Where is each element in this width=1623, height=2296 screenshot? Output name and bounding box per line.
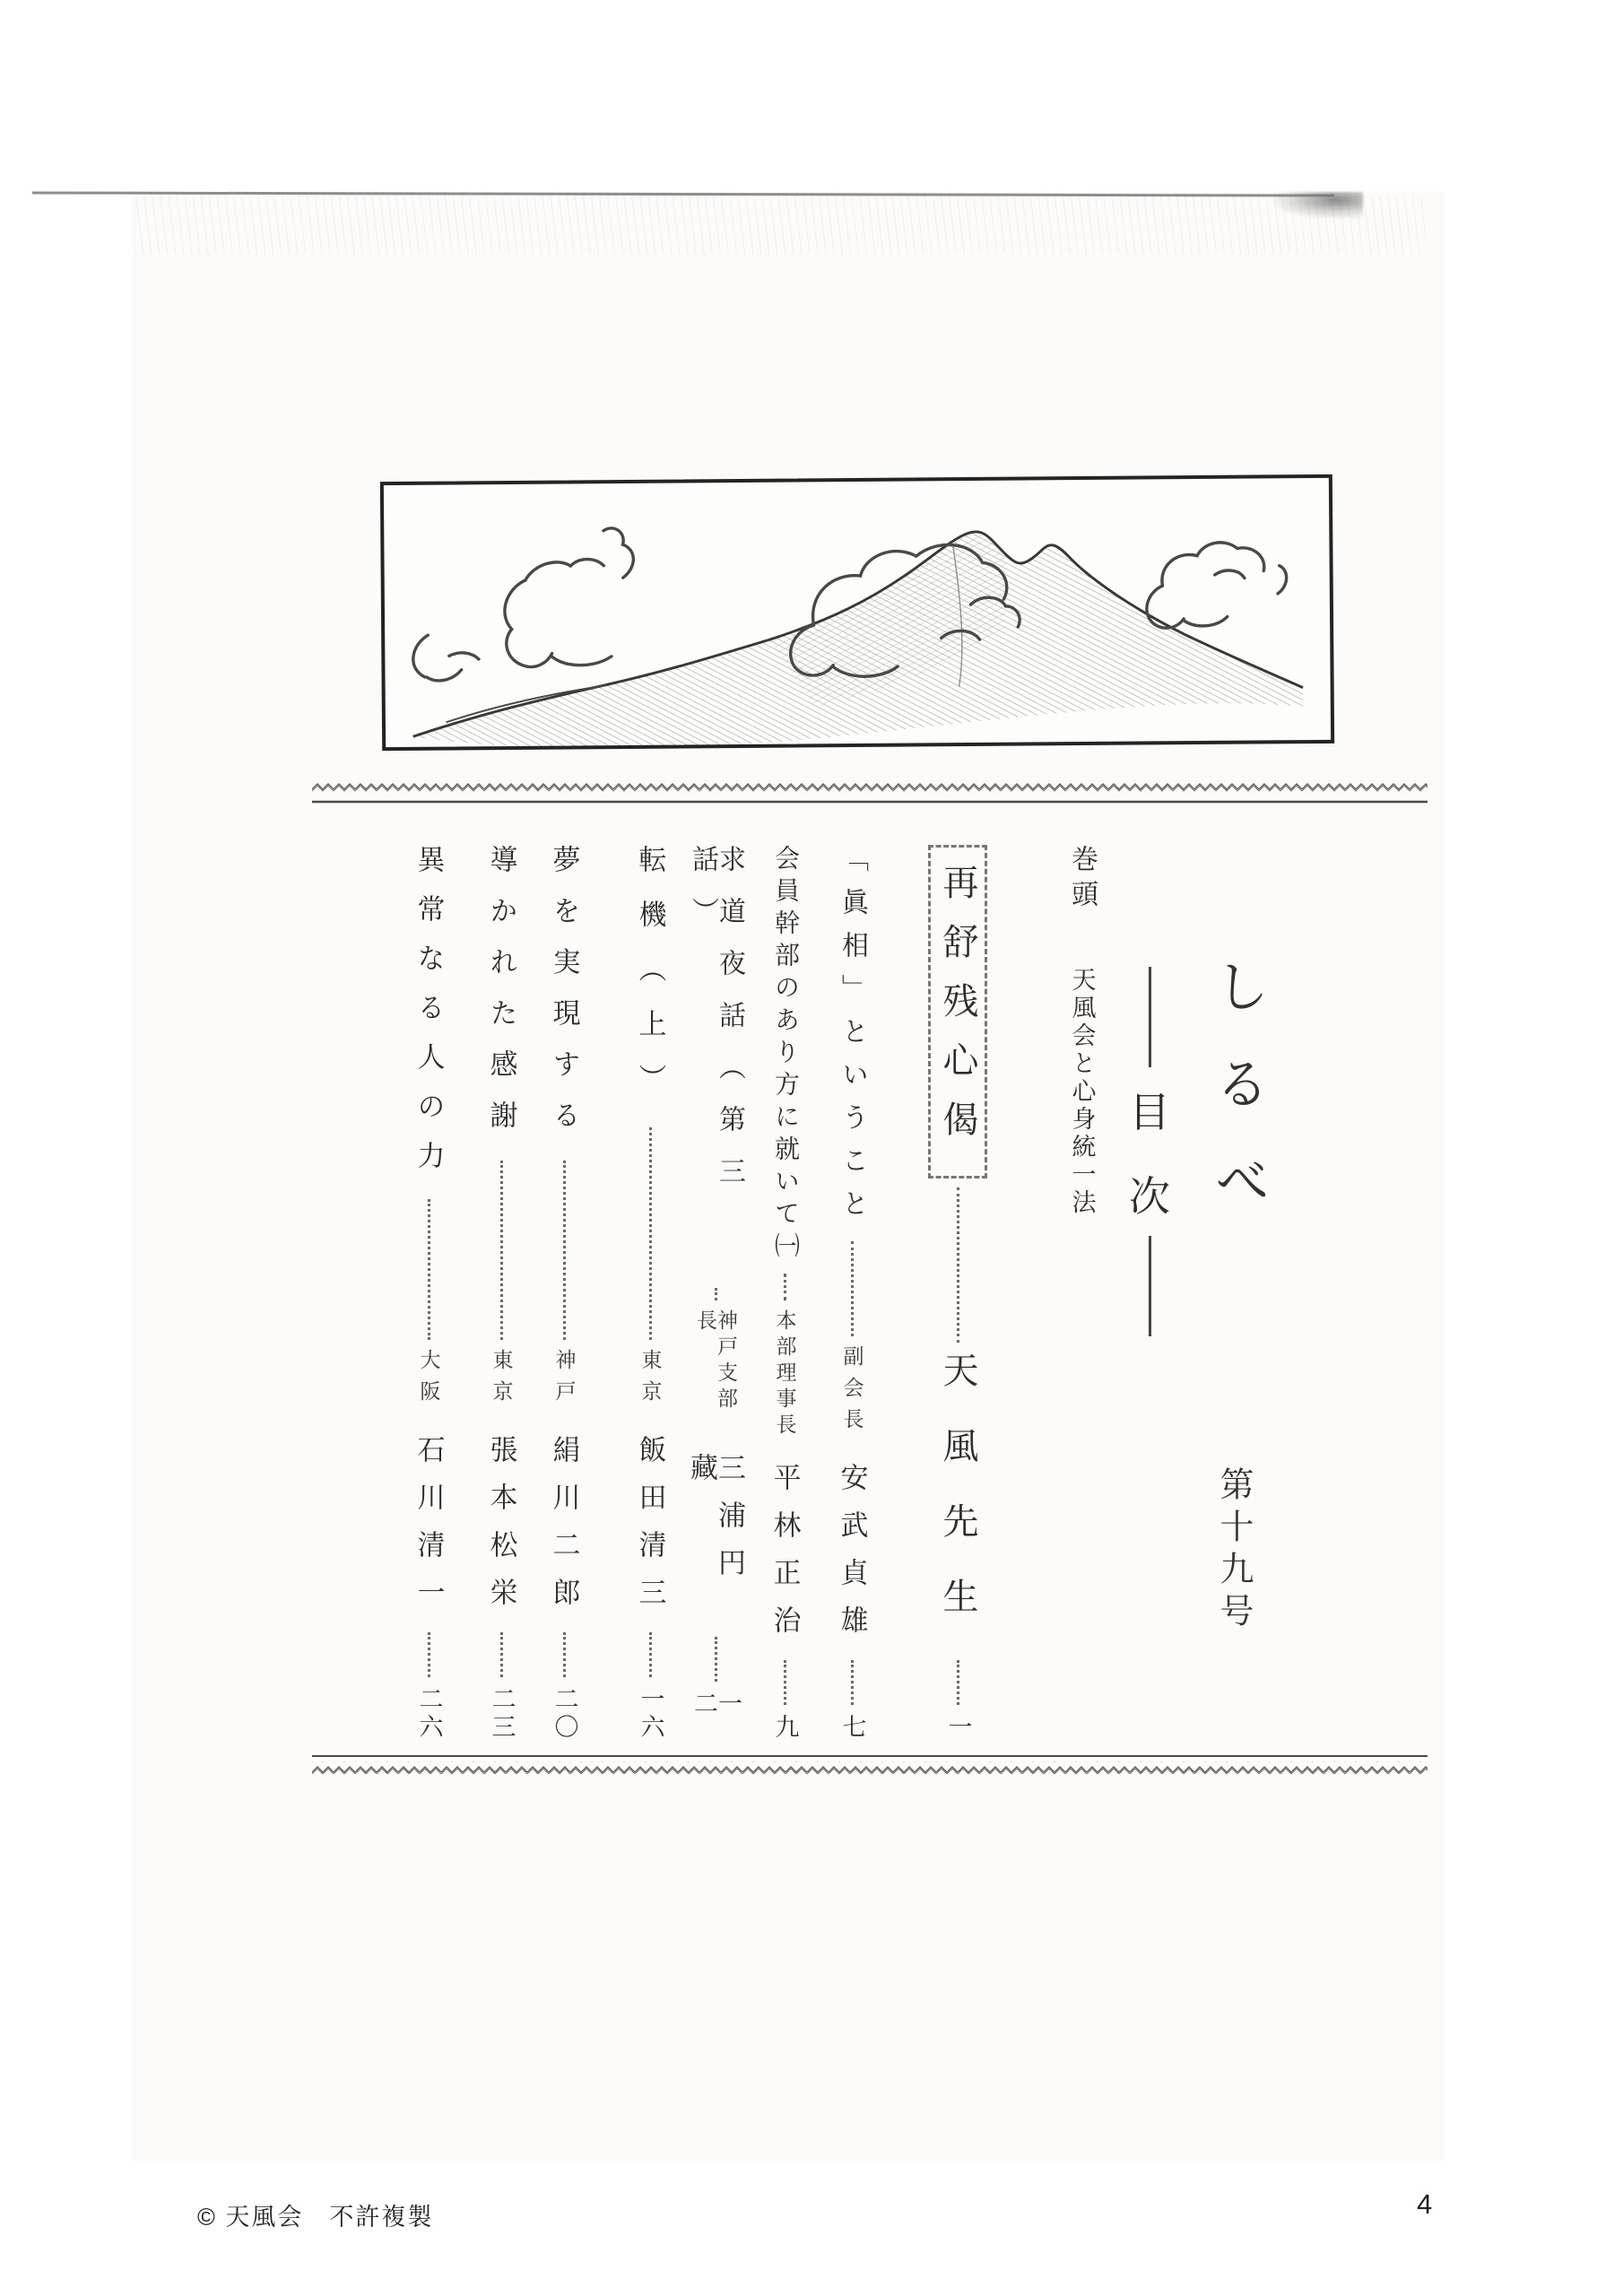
lead-section-title: 天風会と心身統一法 — [1068, 967, 1096, 1217]
page-number-kanji: 七 — [838, 1714, 866, 1742]
copyright-notice: © 天風会 不許複製 — [197, 2204, 434, 2231]
toc-entry-title: 会員幹部のあり方に就いて㈠ — [771, 845, 799, 1265]
author-name: 絹川二郎 — [548, 1435, 580, 1625]
mountain-cloud-sketch — [384, 478, 1331, 747]
dotted-leader — [851, 1660, 854, 1705]
dotted-leader — [957, 1660, 959, 1705]
author-affiliation: 東京 — [638, 1349, 662, 1412]
toc-heading — [1121, 967, 1178, 1336]
issue-number: 第十九号 — [1214, 1466, 1252, 1635]
toc-entry-title: 導かれた感謝 — [485, 845, 517, 1152]
dotted-leader — [784, 1660, 786, 1705]
toc-entry-column — [907, 845, 1008, 1742]
toc-entry-title: 「眞相」ということ — [838, 845, 867, 1232]
author-name: 天風先生 — [938, 1352, 978, 1653]
toc-heading-char-1: 目 — [1129, 1090, 1170, 1135]
author-affiliation: 東京 — [490, 1349, 513, 1412]
scan-corner-smudge — [1273, 192, 1363, 219]
dotted-leader — [563, 1632, 566, 1677]
toc-entry-column — [621, 845, 680, 1742]
author-affiliation: 神戸 — [552, 1349, 576, 1412]
scan-noise-band — [135, 196, 1426, 254]
dotted-leader — [715, 1288, 717, 1300]
dotted-leader — [500, 1632, 503, 1677]
author-name: 張本松栄 — [485, 1435, 517, 1625]
page-number-kanji: 二六 — [415, 1686, 443, 1742]
toc-entry-column — [683, 845, 748, 1742]
dotted-leader — [428, 1632, 430, 1677]
toc-entry-title: 求道夜話（第三話） — [688, 845, 744, 1209]
author-affiliation: 大阪 — [417, 1349, 440, 1412]
lead-section-column — [1058, 845, 1105, 1217]
dotted-leader — [500, 1161, 503, 1340]
toc-entry-title: 夢を実現する — [548, 845, 580, 1152]
toc-entry-column — [533, 845, 595, 1742]
toc-entry-column — [473, 845, 529, 1742]
page-number-kanji: 二三 — [488, 1686, 516, 1742]
dotted-leader — [563, 1161, 566, 1340]
page-number-kanji: 一六 — [637, 1686, 664, 1742]
author-name: 石川清一 — [412, 1435, 445, 1625]
magazine-title: しるべ — [1206, 958, 1267, 1248]
mountain-cloud-illustration — [380, 474, 1334, 751]
toc-entry-column — [396, 845, 461, 1742]
dotted-leader — [649, 1632, 652, 1677]
dotted-leader — [715, 1637, 717, 1682]
heading-rule-top — [1149, 967, 1151, 1067]
author-name: 飯田清三 — [634, 1435, 666, 1625]
author-name: 三浦円藏 — [686, 1453, 745, 1596]
page-number-kanji: 一二 — [690, 1690, 742, 1718]
lead-section-label: 巻頭 — [1067, 845, 1097, 915]
dotted-leader — [649, 1127, 652, 1340]
toc-heading-char-2: 次 — [1129, 1174, 1170, 1220]
toc-entry-column — [755, 845, 814, 1742]
toc-entry-title: 異常なる人の力 — [412, 845, 445, 1190]
dotted-leader — [851, 1241, 854, 1336]
toc-entry-column — [818, 845, 886, 1742]
wavy-divider-bottom — [312, 1751, 1428, 1781]
page-number-kanji: 二〇 — [551, 1686, 578, 1742]
page-number-kanji: 一 — [944, 1714, 972, 1742]
author-affiliation: 神戸支部長 — [694, 1309, 737, 1413]
wavy-divider-top — [312, 780, 1428, 811]
toc-entry-title: 転機（上） — [634, 845, 666, 1118]
dotted-leader — [784, 1274, 786, 1300]
dotted-leader — [957, 1187, 959, 1343]
author-affiliation: 副会長 — [840, 1345, 864, 1439]
author-affiliation: 本部理事長 — [773, 1309, 796, 1439]
page-number: 4 — [1417, 2188, 1433, 2220]
page-number-kanji: 九 — [771, 1714, 799, 1742]
toc-entry-title: 再舒残心偈 — [928, 845, 987, 1178]
dotted-leader — [428, 1199, 430, 1340]
heading-rule-bottom — [1149, 1236, 1151, 1336]
author-name: 安武貞雄 — [836, 1463, 868, 1653]
author-name: 平林正治 — [768, 1463, 801, 1653]
